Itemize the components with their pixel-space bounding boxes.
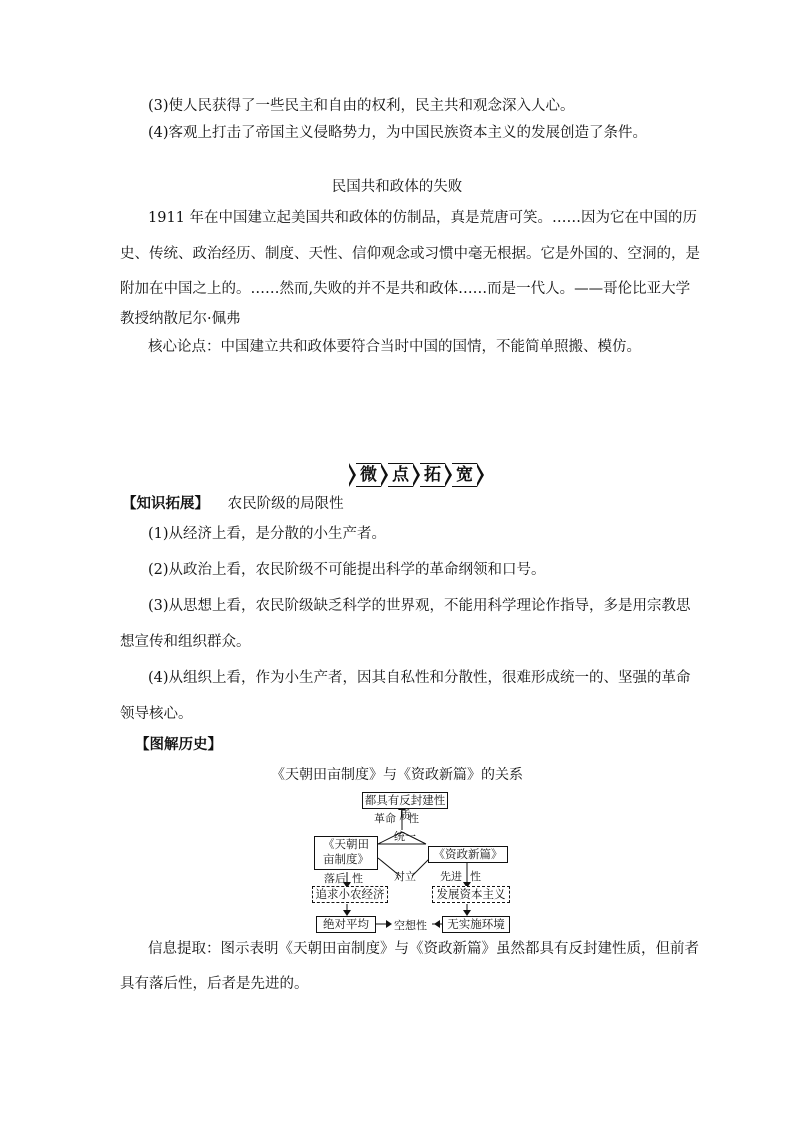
para-4: (4)客观上打击了帝国主义侵略势力，为中国民族资本主义的发展创造了条件。 [148, 125, 648, 141]
diagram-title: 《天朝田亩制度》与《资政新篇》的关系 [271, 767, 523, 783]
box-tianchao-line1: 《天朝田 [323, 837, 369, 851]
banner-char: 微 [356, 463, 381, 487]
banner-chevron [349, 463, 356, 487]
extension-item-4: (4)从组织上看，作为小生产者，因其自私性和分散性，很难形成统一的、坚强的革命 [148, 670, 691, 686]
core-argument: 核心论点：中国建立共和政体要符合当时中国的国情，不能简单照搬、模仿。 [148, 339, 641, 355]
label-unify: 统一 [394, 830, 416, 843]
label-utopian: 空想性 [394, 919, 427, 932]
extension-item-3: (3)从思想上看，农民阶级缺乏科学的世界观，不能用科学理论作指导，多是用宗教思 [148, 598, 691, 614]
label-advanced: 先进 [440, 870, 462, 883]
banner-char: 宽 [452, 463, 477, 487]
box-anti-feudal: 都具有反封建性质 [362, 792, 448, 809]
banner-chevron [477, 463, 484, 487]
extension-topic: 农民阶级的局限性 [227, 496, 344, 512]
box-no-environment: 无实施环境 [442, 916, 510, 933]
quote-line-1: 1911 年在中国建立起美国共和政体的仿制品，真是荒唐可笑。……因为它在中国的历 [148, 210, 698, 226]
section-title: 民国共和政体的失败 [331, 179, 463, 195]
banner-chevron [381, 463, 388, 487]
label-oppose: 对立 [394, 870, 416, 883]
banner-chevron [413, 463, 420, 487]
extension-label: 【知识拓展】 [122, 495, 209, 512]
box-absolute-equality: 绝对平均 [316, 916, 376, 933]
para-3: (3)使人民获得了一些民主和自由的权利，民主共和观念深入人心。 [148, 98, 575, 114]
box-develop-capitalism: 发展资本主义 [432, 886, 510, 903]
banner-weidian-tuokuan [349, 462, 484, 488]
box-zizheng: 《资政新篇》 [428, 846, 508, 863]
illustrated-label: 【图解历史】 [135, 736, 222, 753]
extension-item-4-cont: 领导核心。 [120, 706, 193, 722]
box-small-peasant: 追求小农经济 [312, 886, 388, 903]
extension-item-1: (1)从经济上看，是分散的小生产者。 [148, 526, 387, 542]
quote-line-4: 教授纳散尼尔·佩弗 [120, 311, 241, 327]
quote-line-3: 附加在中国之上的。……然而,失败的并不是共和政体……而是一代人。——哥伦比亚大学 [120, 281, 691, 297]
label-nature-right: 性 [470, 870, 481, 883]
banner-char: 点 [388, 463, 413, 487]
box-tianchao-line2: 亩制度》 [323, 852, 369, 866]
extension-item-3-cont: 想宣传和组织群众。 [120, 634, 251, 650]
label-nature-top: 性 [408, 812, 419, 825]
info-line-2: 具有落后性，后者是先进的。 [120, 976, 309, 992]
banner-char: 拓 [420, 463, 445, 487]
extension-heading [122, 494, 344, 514]
label-backward: 落后 [324, 872, 346, 885]
info-line-1: 信息提取：图示表明《天朝田亩制度》与《资政新篇》虽然都具有反封建性质，但前者 [148, 941, 699, 957]
banner-chevron [445, 463, 452, 487]
label-revolutionary: 革命 [374, 812, 396, 825]
quote-line-2: 史、传统、政治经历、制度、天性、信仰观念或习惯中毫无根据。它是外国的、空洞的，是 [120, 246, 700, 262]
label-nature-left: 性 [352, 872, 363, 885]
box-tianchao [314, 836, 378, 870]
extension-item-2: (2)从政治上看，农民阶级不可能提出科学的革命纲领和口号。 [148, 562, 546, 578]
